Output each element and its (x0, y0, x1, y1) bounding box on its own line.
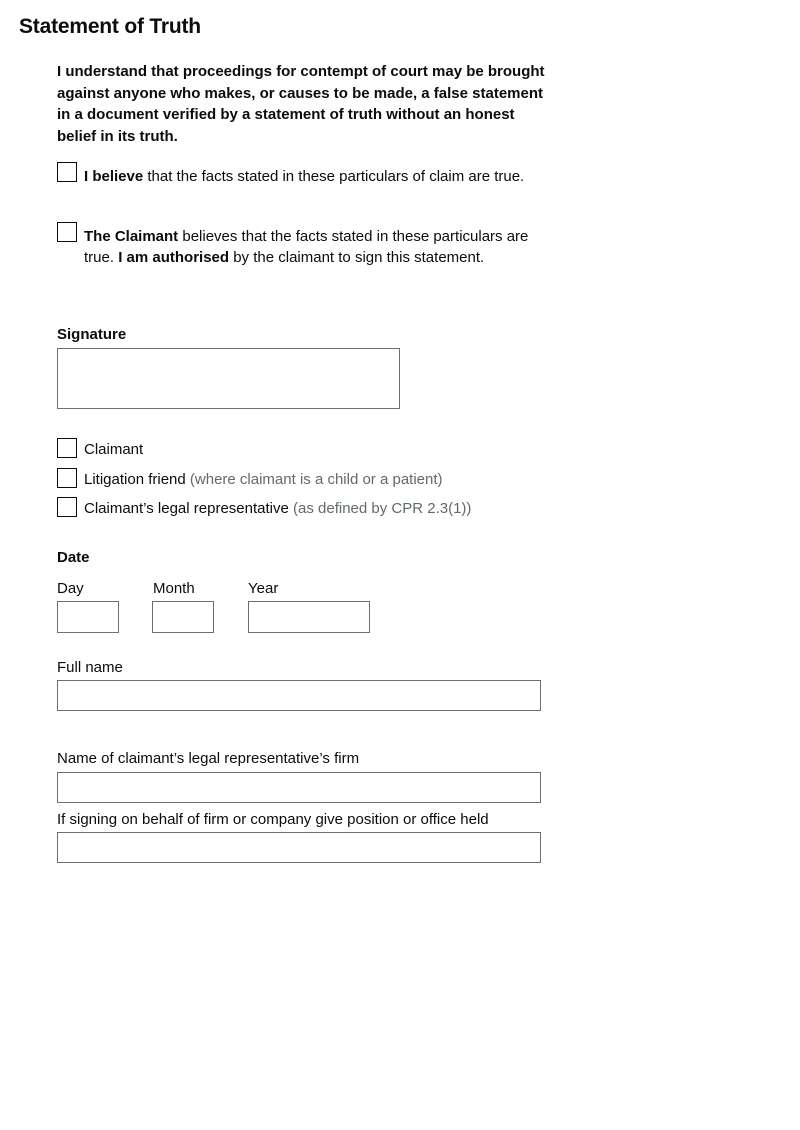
signatory-label-litigation-friend: Litigation friend (where claimant is a child or a patient) (84, 471, 443, 488)
date-year-input[interactable] (248, 601, 370, 633)
full-name-label: Full name (57, 659, 123, 676)
statement-text-claimant-believes: The Claimant believes that the facts stated in these particulars are true. I am authorised by the claimant to sign this statement. (84, 228, 529, 266)
firm-name-input[interactable] (57, 772, 541, 803)
signatory-label-legal-representative: Claimant’s legal representative (as defined by CPR 2.3(1)) (84, 500, 472, 517)
signature-box[interactable] (57, 348, 400, 409)
signatory-checkbox-legal-representative[interactable] (57, 497, 77, 517)
signatory-label-claimant: Claimant (84, 441, 144, 458)
statement-checkbox-claimant-believes[interactable] (57, 222, 77, 242)
date-day-input[interactable] (57, 601, 119, 633)
statement-checkbox-i-believe[interactable] (57, 162, 77, 182)
page-title: Statement of Truth (19, 15, 201, 38)
date-month-input[interactable] (152, 601, 214, 633)
date-day-label: Day (57, 580, 84, 597)
date-year-label: Year (248, 580, 279, 597)
position-label: If signing on behalf of firm or company give position or office held (57, 811, 489, 828)
date-month-label: Month (153, 580, 195, 597)
contempt-warning: I understand that proceedings for contempt of court may be brought against anyone who makes, or causes to be made, a false statement in a document verified by a statement of truth without an honest belief in its truth. (57, 63, 545, 145)
signature-label: Signature (57, 326, 127, 343)
position-input[interactable] (57, 832, 541, 863)
signatory-checkbox-litigation-friend[interactable] (57, 468, 77, 488)
firm-name-label: Name of claimant’s legal representative’s firm (57, 750, 360, 767)
signatory-checkbox-claimant[interactable] (57, 438, 77, 458)
date-label: Date (57, 549, 90, 566)
full-name-input[interactable] (57, 680, 541, 711)
statement-text-i-believe: I believe that the facts stated in these particulars of claim are true. (84, 168, 525, 185)
